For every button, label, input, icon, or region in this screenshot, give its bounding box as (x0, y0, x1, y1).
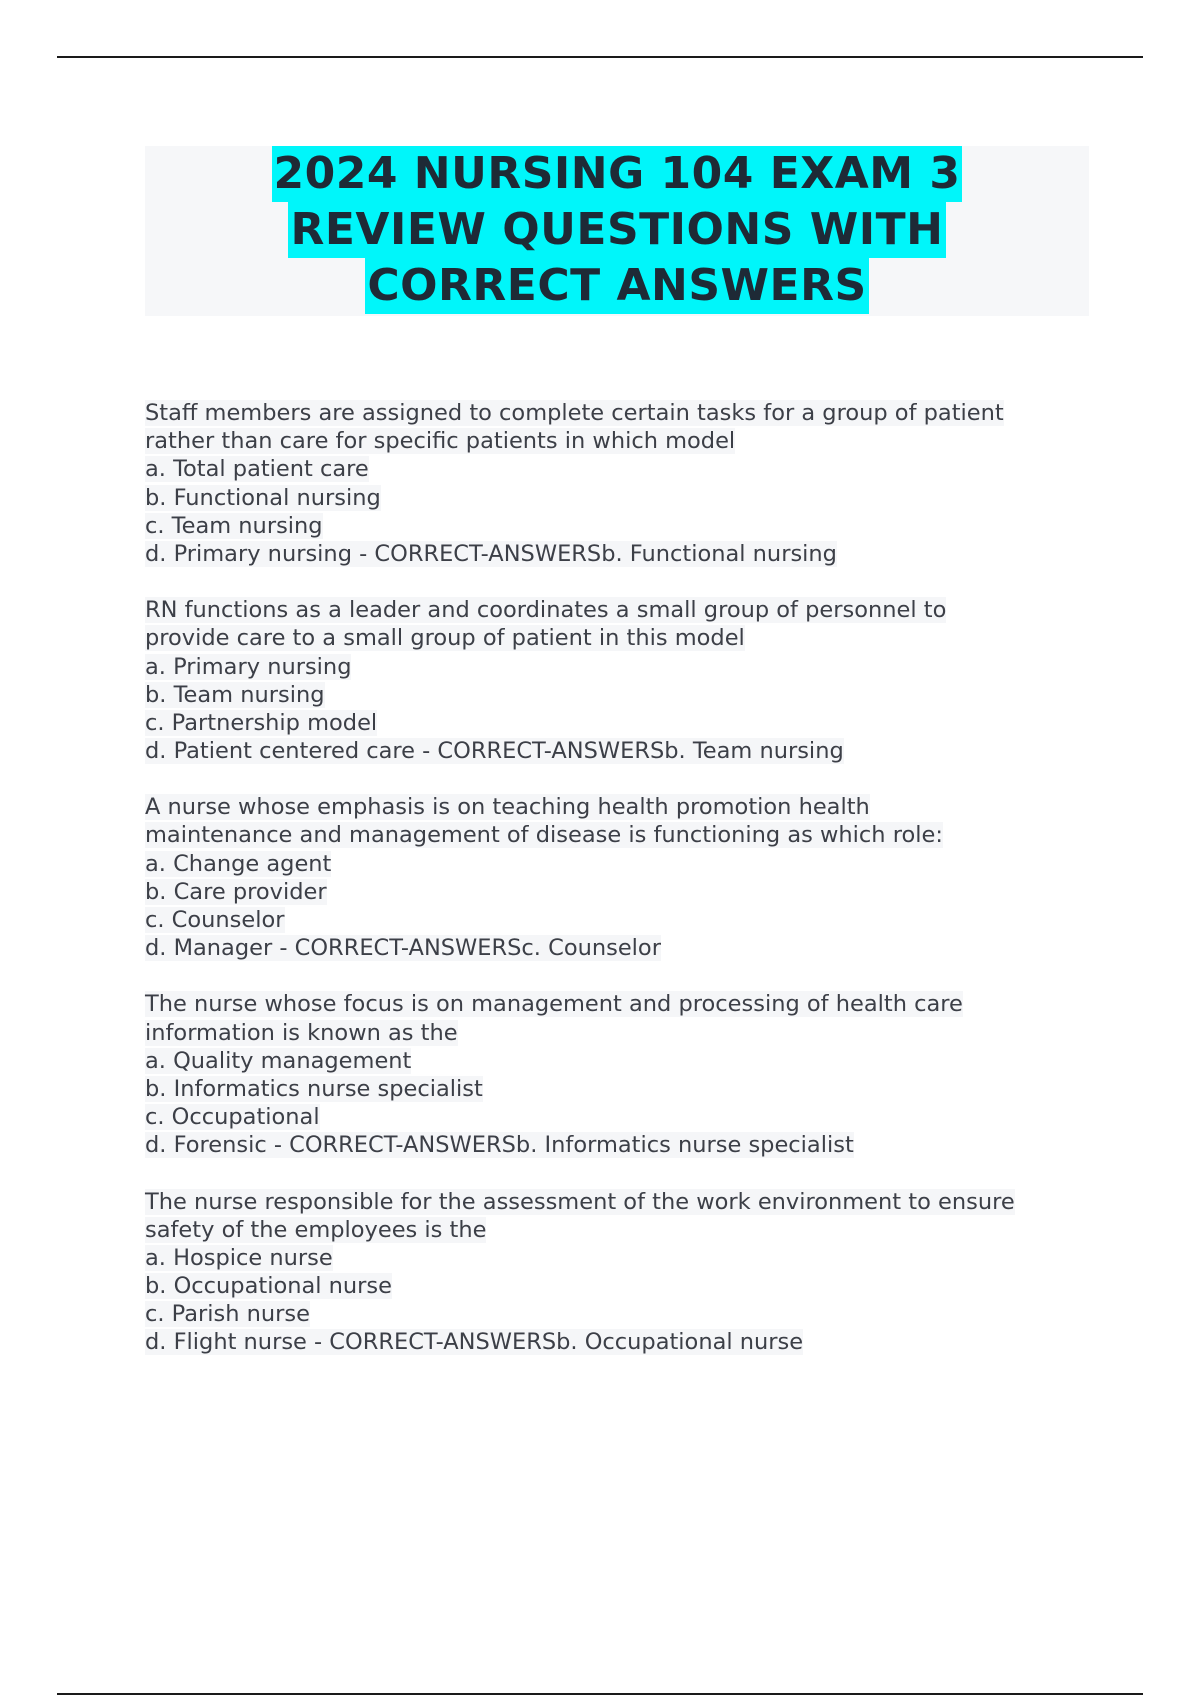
option-b: b. Care provider (145, 878, 327, 905)
option-b: b. Functional nursing (145, 484, 381, 511)
option-d-with-answer: d. Patient centered care - CORRECT-ANSWERSb. Team nursing (145, 738, 844, 765)
question-text-line: A nurse whose emphasis is on teaching health promotion health (145, 794, 870, 821)
option-a: a. Hospice nurse (145, 1244, 333, 1271)
option-a: a. Total patient care (145, 456, 369, 483)
bottom-divider (57, 1693, 1143, 1695)
question-text-line: information is known as the (145, 1019, 458, 1046)
option-b: b. Informatics nurse specialist (145, 1075, 483, 1102)
option-c: c. Counselor (145, 907, 285, 933)
question-item-5 (145, 1188, 1090, 1357)
question-item-2 (145, 596, 1090, 765)
question-item-4 (145, 990, 1090, 1159)
question-text-line: The nurse responsible for the assessment of the work environment to ensure (145, 1188, 1015, 1215)
option-c: c. Parish nurse (145, 1301, 310, 1328)
option-d-with-answer: d. Primary nursing - CORRECT-ANSWERSb. Functional nursing (145, 540, 837, 567)
question-item-1 (145, 399, 1090, 568)
question-text-line: RN functions as a leader and coordinates a small group of personnel to (145, 597, 947, 624)
option-b: b. Team nursing (145, 681, 325, 708)
question-text-line: The nurse whose focus is on management and processing of health care (145, 991, 963, 1018)
question-text-line: rather than care for specific patients in which model (145, 428, 736, 455)
option-b: b. Occupational nurse (145, 1273, 392, 1300)
option-d-with-answer: d. Flight nurse - CORRECT-ANSWERSb. Occupational nurse (145, 1329, 804, 1356)
title-line-2: REVIEW QUESTIONS WITH (288, 202, 945, 258)
question-text-line: provide care to a small group of patient in this model (145, 625, 745, 652)
option-c: c. Team nursing (145, 512, 323, 539)
top-divider (57, 56, 1143, 58)
option-a: a. Primary nursing (145, 653, 352, 680)
question-item-3 (145, 793, 1090, 962)
question-text-line: maintenance and management of disease is functioning as which role: (145, 822, 943, 849)
document-title (145, 146, 1089, 316)
title-line-3: CORRECT ANSWERS (365, 258, 868, 314)
option-c: c. Partnership model (145, 709, 378, 736)
option-d-with-answer: d. Manager - CORRECT-ANSWERSc. Counselor (145, 935, 661, 962)
option-a: a. Quality management (145, 1047, 412, 1074)
title-line-1: 2024 NURSING 104 EXAM 3 (272, 146, 963, 202)
question-text-line: Staff members are assigned to complete certain tasks for a group of patient (145, 400, 1004, 426)
option-d-with-answer: d. Forensic - CORRECT-ANSWERSb. Informatics nurse specialist (145, 1132, 854, 1159)
option-c: c. Occupational (145, 1104, 320, 1131)
question-text-line: safety of the employees is the (145, 1216, 487, 1243)
question-list (145, 399, 1090, 1385)
option-a: a. Change agent (145, 850, 332, 877)
